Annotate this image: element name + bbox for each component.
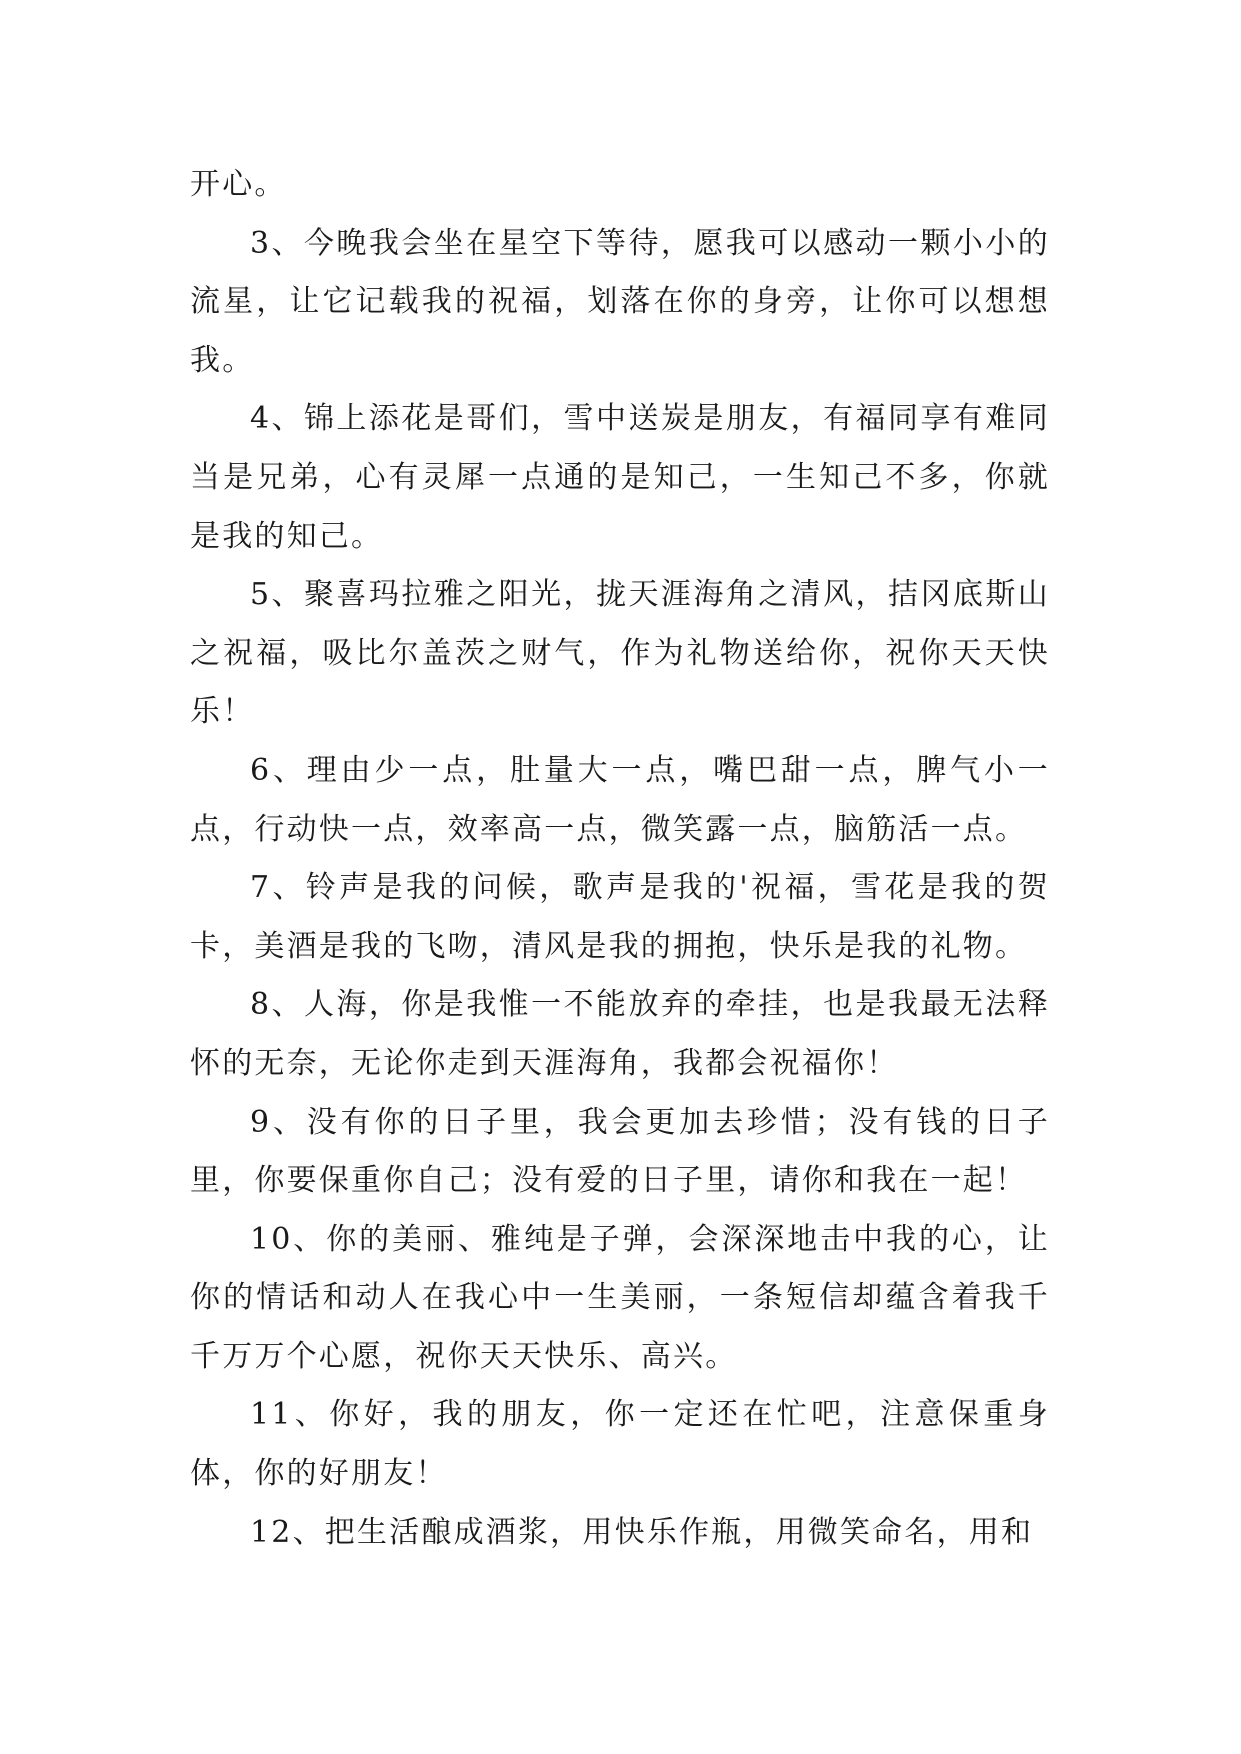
paragraph-item-12: 12、把生活酿成酒浆，用快乐作瓶，用微笑命名，用和 [250, 1514, 1034, 1550]
paragraph-item-7: 7、铃声是我的问候，歌声是我的'祝福，雪花是我的贺卡，美酒是我的飞吻，清风是我的拥抱，快乐是我的礼物。 [190, 870, 1050, 964]
paragraph-continuation: 开心。 [190, 167, 287, 202]
paragraph-item-8: 8、人海，你是我惟一不能放弃的牵挂，也是我最无法释怀的无奈，无论你走到天涯海角，我都会祝福你！ [190, 987, 1050, 1081]
paragraph-item-4: 4、锦上添花是哥们，雪中送炭是朋友，有福同享有难同当是兄弟，心有灵犀一点通的是知己，一生知己不多，你就是我的知己。 [190, 401, 1050, 554]
document-body [190, 156, 1050, 1562]
paragraph-item-9: 9、没有你的日子里，我会更加去珍惜；没有钱的日子里，你要保重你自己；没有爱的日子里，请你和我在一起！ [190, 1104, 1050, 1199]
paragraph-item-5: 5、聚喜玛拉雅之阳光，拢天涯海角之清风，拮冈底斯山之祝福，吸比尔盖茨之财气，作为礼物送给你，祝你天天快乐！ [190, 577, 1050, 730]
paragraph-item-6: 6、理由少一点，肚量大一点，嘴巴甜一点，脾气小一点，行动快一点，效率高一点，微笑露一点，脑筋活一点。 [190, 752, 1050, 847]
paragraph-item-3: 3、今晚我会坐在星空下等待，愿我可以感动一颗小小的流星，让它记载我的祝福，划落在你的身旁，让你可以想想我。 [190, 225, 1050, 378]
paragraph-item-10: 10、你的美丽、雅纯是子弹，会深深地击中我的心，让你的情话和动人在我心中一生美丽，一条短信却蕴含着我千千万万个心愿，祝你天天快乐、高兴。 [190, 1221, 1050, 1374]
paragraph-item-11: 11、你好，我的朋友，你一定还在忙吧，注意保重身体，你的好朋友！ [190, 1397, 1050, 1492]
